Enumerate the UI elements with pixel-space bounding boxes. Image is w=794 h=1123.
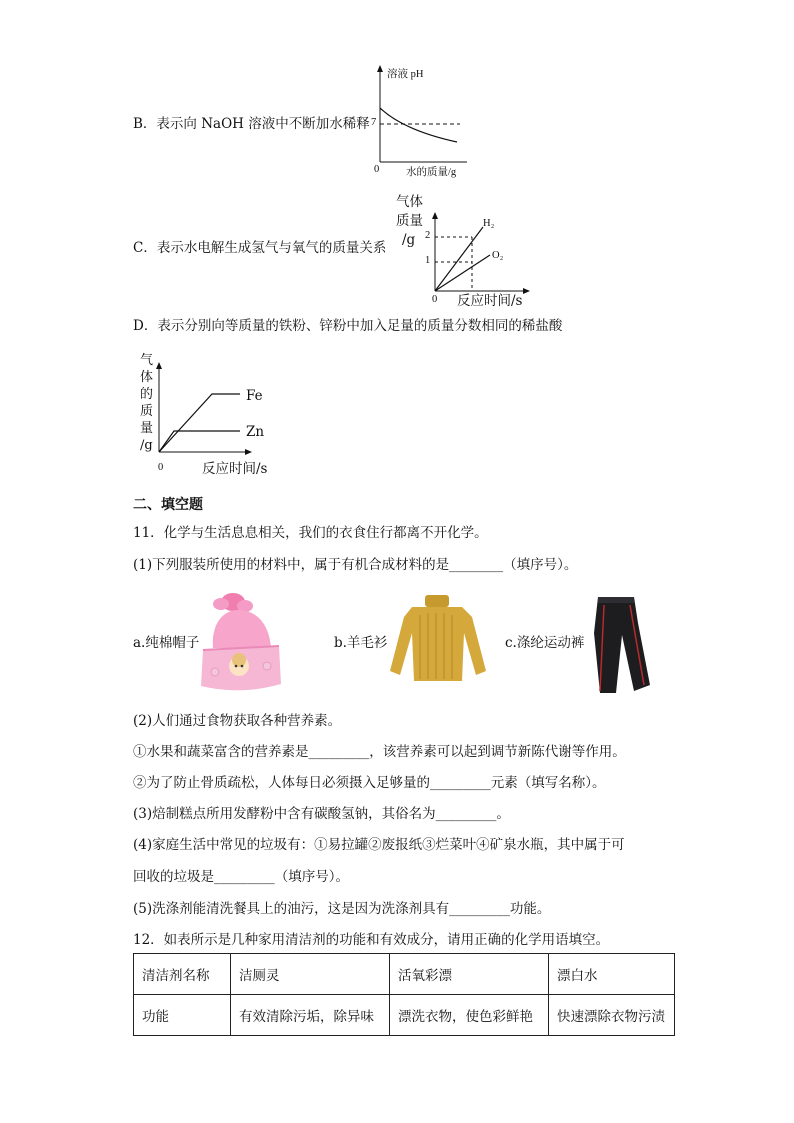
option-c-text: C．表示水电解生成氢气与氧气的质量关系: [133, 240, 387, 256]
option-d-text: D．表示分别向等质量的铁粉、锌粉中加入足量的质量分数相同的稀盐酸: [133, 318, 563, 334]
table-cell: 快速漂除衣物污渍: [549, 995, 675, 1036]
ph-origin: 0: [374, 164, 380, 175]
h2-label: H₂: [483, 218, 495, 229]
zn-label: Zn: [246, 424, 265, 440]
option-b-text: B．表示向 NaOH 溶液中不断加水稀释: [133, 116, 370, 132]
section-title: 二、填空题: [133, 497, 203, 513]
table-row: [134, 954, 675, 995]
y-char-3: 的: [140, 387, 154, 402]
item-c-label: c.涤纶运动裤: [505, 635, 585, 651]
o2-label: O₂: [492, 250, 504, 261]
wool-sweater-image: [388, 593, 488, 685]
table-cell: 漂白水: [549, 954, 675, 995]
cleaner-table: [133, 953, 675, 1036]
polyester-pants-image: [590, 593, 654, 698]
q11-part4-line2: 回收的垃圾是_________（填序号）。: [133, 869, 349, 885]
y-char-2: 体: [140, 370, 154, 385]
item-b-label: b.羊毛衫: [334, 635, 388, 651]
tick-1: 1: [425, 255, 431, 266]
electrolysis-graph: [420, 205, 530, 300]
y-char-6: /g: [140, 438, 153, 453]
item-a-label: a.纯棉帽子: [133, 635, 200, 651]
q11-part2-1: ①水果和蔬菜富含的营养素是_________，该营养素可以起到调节新陈代谢等作用。: [133, 744, 626, 760]
fe-zn-graph: [152, 358, 252, 458]
gas-mass-label-3: /g: [402, 232, 416, 248]
q11-part1: (1)下列服装所使用的材料中，属于有机合成材料的是________（填序号）。: [133, 557, 578, 573]
fe-label: Fe: [246, 388, 263, 404]
ph-tick-7: 7: [371, 117, 377, 128]
y-char-4: 质: [140, 404, 154, 419]
water-mass-axis-label: 水的质量/g: [406, 167, 457, 178]
q11-part3: (3)焙制糕点所用发酵粉中含有碳酸氢钠，其俗名为_________。: [133, 806, 510, 822]
q11-part5: (5)洗涤剂能清洗餐具上的油污，这是因为洗涤剂具有_________功能。: [133, 901, 551, 917]
q11-stem: 11．化学与生活息息相关，我们的衣食住行都离不开化学。: [133, 525, 488, 541]
pink-hat-image: [193, 588, 288, 693]
gas-mass-label-1: 气体: [396, 194, 423, 210]
table-row: [134, 995, 675, 1036]
q12-stem: 12．如表所示是几种家用清洁剂的功能和有效成分，请用正确的化学用语填空。: [133, 932, 610, 948]
table-cell: 洁厕灵: [231, 954, 390, 995]
table-cell: 有效清除污垢，除异味: [231, 995, 390, 1036]
table-cell: 漂洗衣物，使色彩鲜艳: [390, 995, 549, 1036]
y-char-1: 气: [140, 353, 154, 368]
tick-2: 2: [425, 230, 431, 241]
time-axis-label-d: 反应时间/s: [202, 461, 268, 477]
ph-axis-label: 溶液 pH: [387, 69, 424, 80]
q11-part2-2: ②为了防止骨质疏松，人体每日必须摄入足够量的_________元素（填写名称）。: [133, 775, 606, 791]
gas-mass-label-2: 质量: [396, 213, 423, 229]
table-cell: 清洁剂名称: [134, 954, 231, 995]
table-cell: 功能: [134, 995, 231, 1036]
origin-d: 0: [158, 462, 164, 473]
y-char-5: 量: [140, 421, 154, 436]
table-cell: 活氧彩漂: [390, 954, 549, 995]
q11-part2: (2)人们通过食物获取各种营养素。: [133, 713, 342, 729]
q11-part4-line1: (4)家庭生活中常见的垃圾有：①易拉罐②废报纸③烂菜叶④矿泉水瓶，其中属于可: [133, 837, 625, 853]
time-axis-label-c: 反应时间/s: [457, 293, 523, 309]
origin-c: 0: [432, 294, 438, 305]
